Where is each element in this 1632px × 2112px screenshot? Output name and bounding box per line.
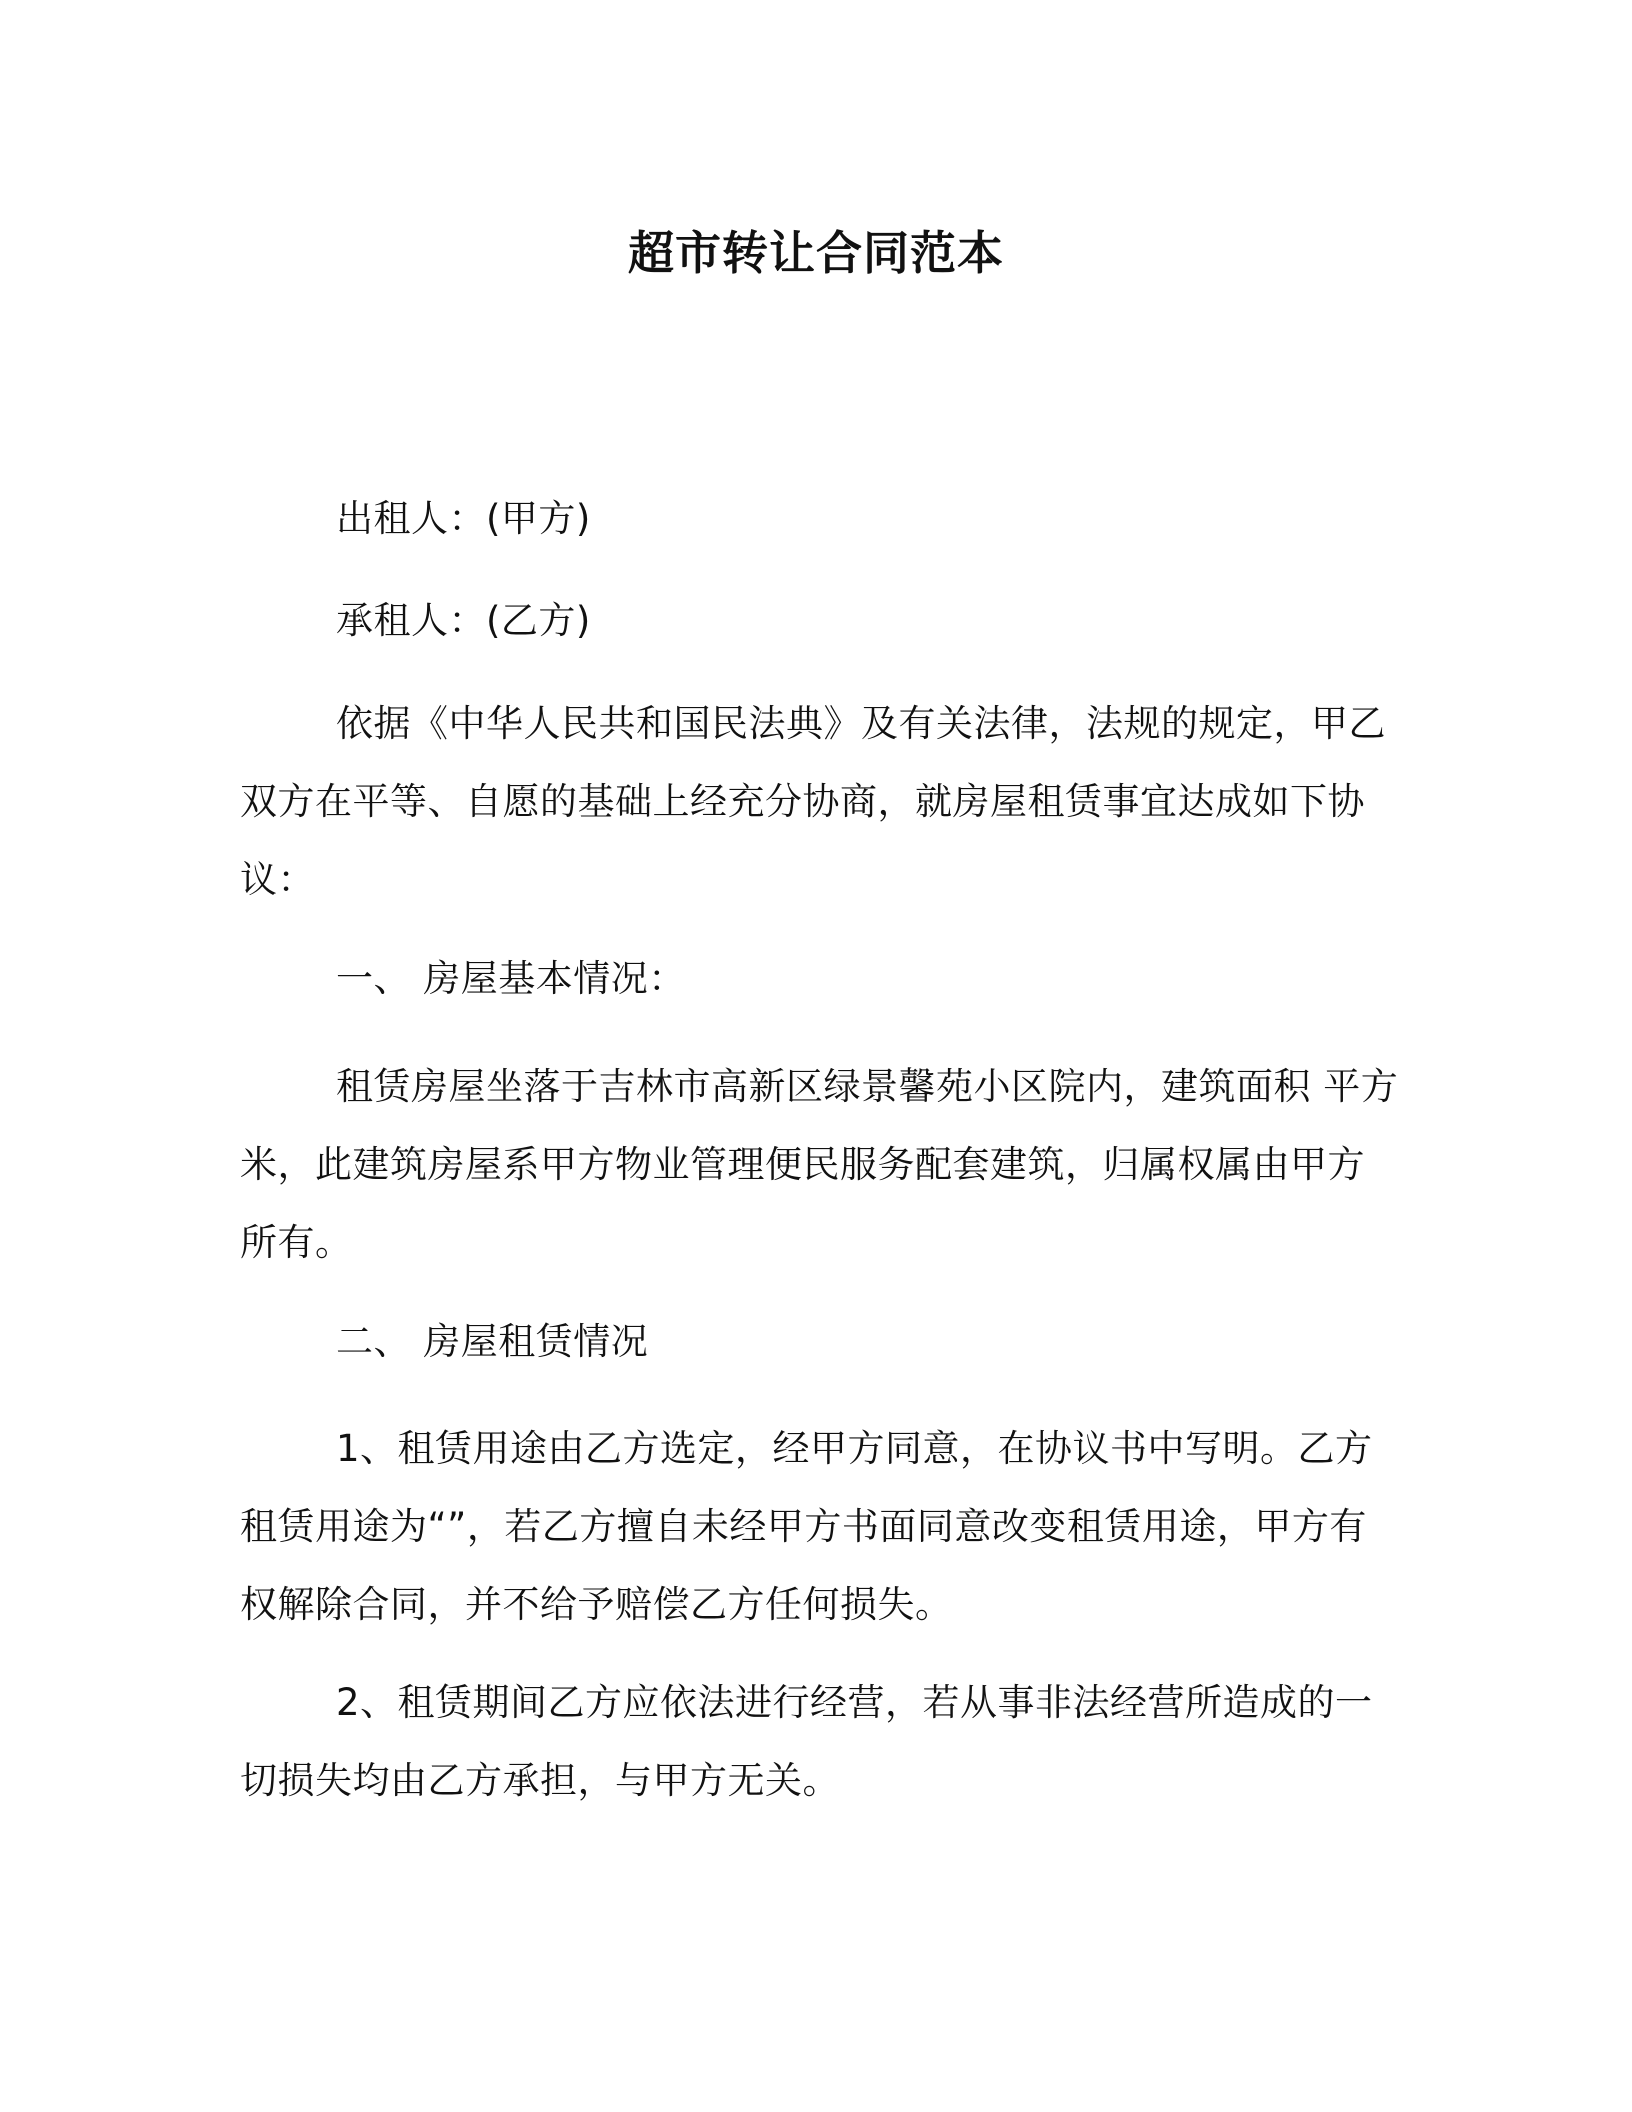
lessee-line: 承租人：(乙方) xyxy=(336,599,591,642)
property-paragraph: 租赁房屋坐落于吉林市高新区绿景馨苑小区院内，建筑面积 平方米，此建筑房屋系甲方物业管理便民服务配套建筑，归属权属由甲方所有。 xyxy=(240,1065,1399,1264)
clause-1-paragraph: 1、租赁用途由乙方选定，经甲方同意，在协议书中写明。乙方租赁用途为“”，若乙方擅自未经甲方书面同意改变租赁用途，甲方有权解除合同，并不给予赔偿乙方任何损失。 xyxy=(240,1427,1373,1626)
section-heading-2: 二、 房屋租赁情况 xyxy=(336,1320,649,1363)
preamble-paragraph: 依据《中华人民共和国民法典》及有关法律，法规的规定，甲乙双方在平等、自愿的基础上经充分协商，就房屋租赁事宜达成如下协议： xyxy=(240,702,1386,901)
lessor-line: 出租人：(甲方) xyxy=(336,497,591,540)
section-heading-1: 一、 房屋基本情况： xyxy=(336,957,686,1000)
clause-2-paragraph: 2、租赁期间乙方应依法进行经营，若从事非法经营所造成的一切损失均由乙方承担，与甲方无关。 xyxy=(240,1681,1373,1802)
document-title: 超市转让合同范本 xyxy=(628,226,1004,280)
